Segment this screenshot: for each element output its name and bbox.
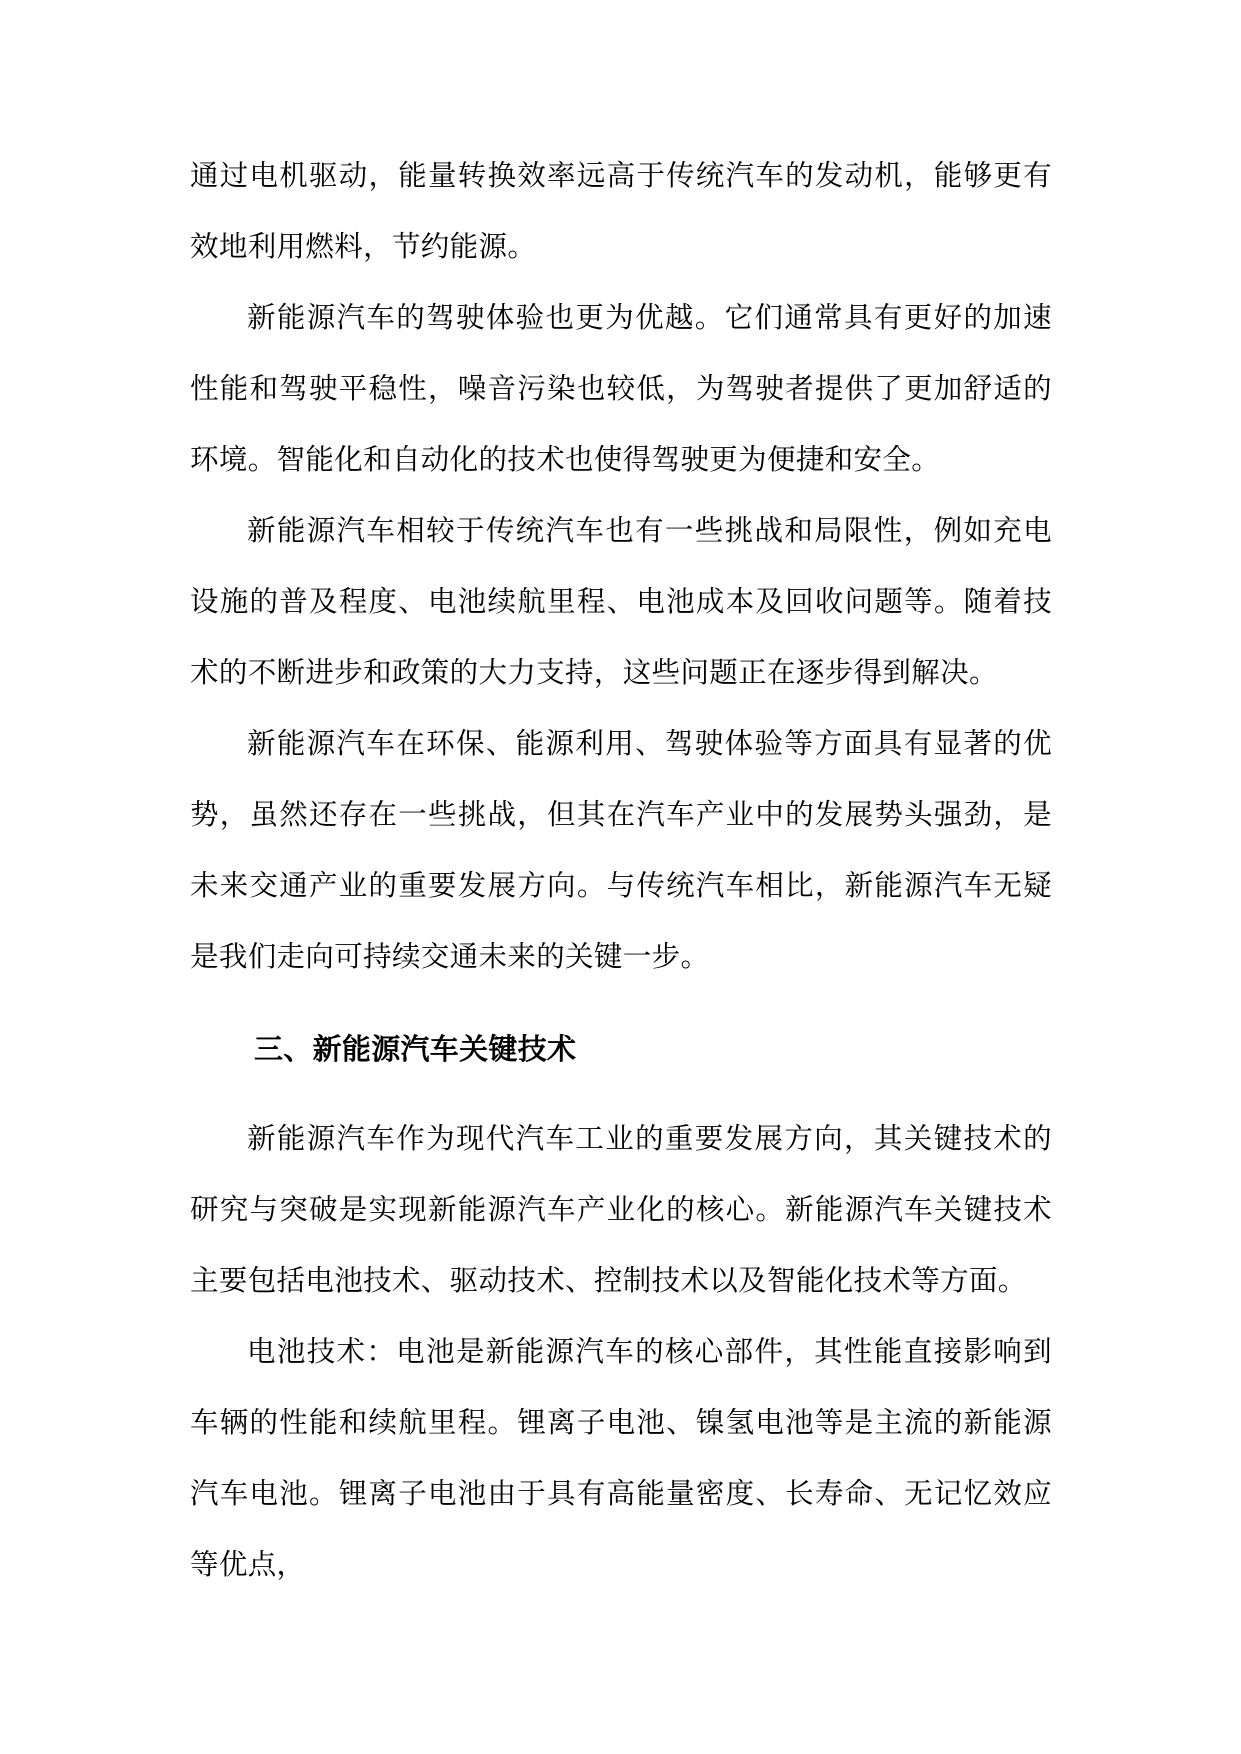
paragraph: 电池技术：电池是新能源汽车的核心部件，其性能直接影响到车辆的性能和续航里程。锂离子电池、镍氢电池等是主流的新能源汽车电池。锂离子电池由于具有高能量密度、长寿命、无记忆效应等优点，	[190, 1335, 1052, 1581]
paragraph: 通过电机驱动，能量转换效率远高于传统汽车的发动机，能够更有效地利用燃料，节约能源。	[190, 159, 1052, 263]
paragraph: 新能源汽车的驾驶体验也更为优越。它们通常具有更好的加速性能和驾驶平稳性，噪音污染也较低，为驾驶者提供了更加舒适的环境。智能化和自动化的技术也使得驾驶更为便捷和安全。	[190, 301, 1052, 476]
section-heading: 三、新能源汽车关键技术	[254, 1032, 577, 1066]
paragraph: 新能源汽车相较于传统汽车也有一些挑战和局限性，例如充电设施的普及程度、电池续航里程、电池成本及回收问题等。随着技术的不断进步和政策的大力支持，这些问题正在逐步得到解决。	[190, 514, 1052, 689]
paragraph: 新能源汽车作为现代汽车工业的重要发展方向，其关键技术的研究与突破是实现新能源汽车产业化的核心。新能源汽车关键技术主要包括电池技术、驱动技术、控制技术以及智能化技术等方面。	[190, 1122, 1052, 1297]
document-body	[190, 140, 1052, 1600]
paragraph: 新能源汽车在环保、能源利用、驾驶体验等方面具有显著的优势，虽然还存在一些挑战，但其在汽车产业中的发展势头强劲，是未来交通产业的重要发展方向。与传统汽车相比，新能源汽车无疑是我们走向可持续交通未来的关键一步。	[190, 727, 1052, 973]
